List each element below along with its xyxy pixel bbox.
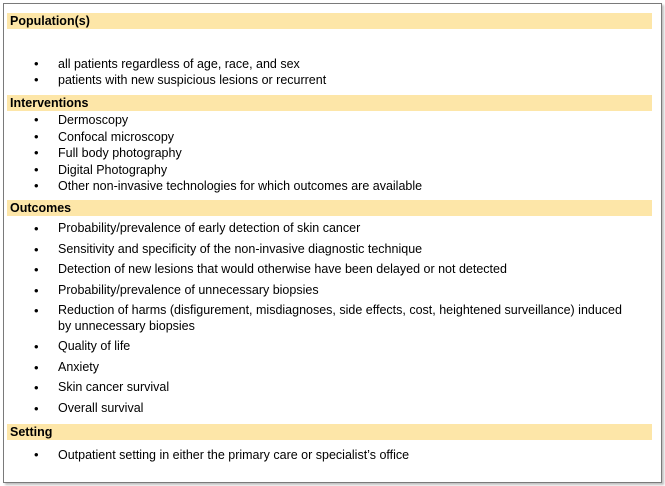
list-item: • all patients regardless of age, race, and sex (0, 56, 628, 72)
list-item: • Anxiety (0, 360, 628, 376)
list-item: • Other non-invasive technologies for which outcomes are available (0, 178, 628, 195)
list-item: • Overall survival (0, 401, 628, 417)
interventions-header: Interventions (7, 95, 652, 111)
population-list (0, 56, 628, 88)
list-item: • Probability/prevalence of early detection of skin cancer (0, 221, 628, 237)
setting-list (0, 447, 628, 463)
list-item: • Confocal microscopy (0, 129, 628, 146)
list-item: • patients with new suspicious lesions or recurrent (0, 72, 628, 88)
list-item: • Outpatient setting in either the primary care or specialist’s office (0, 447, 628, 463)
outcomes-list (0, 221, 628, 421)
list-item: • Probability/prevalence of unnecessary biopsies (0, 283, 628, 299)
list-item: • Reduction of harms (disfigurement, misdiagnoses, side effects, cost, heightened surveillance) induced by unnecessary biopsies (0, 303, 628, 334)
list-item: • Dermoscopy (0, 112, 628, 129)
interventions-list (0, 112, 628, 195)
list-item: • Digital Photography (0, 162, 628, 179)
population-header: Population(s) (7, 13, 652, 29)
list-item: • Skin cancer survival (0, 380, 628, 396)
list-item: • Quality of life (0, 339, 628, 355)
outcomes-header: Outcomes (7, 200, 652, 216)
setting-header: Setting (7, 424, 652, 440)
list-item: • Full body photography (0, 145, 628, 162)
list-item: • Sensitivity and specificity of the non-invasive diagnostic technique (0, 242, 628, 258)
list-item: • Detection of new lesions that would otherwise have been delayed or not detected (0, 262, 628, 278)
